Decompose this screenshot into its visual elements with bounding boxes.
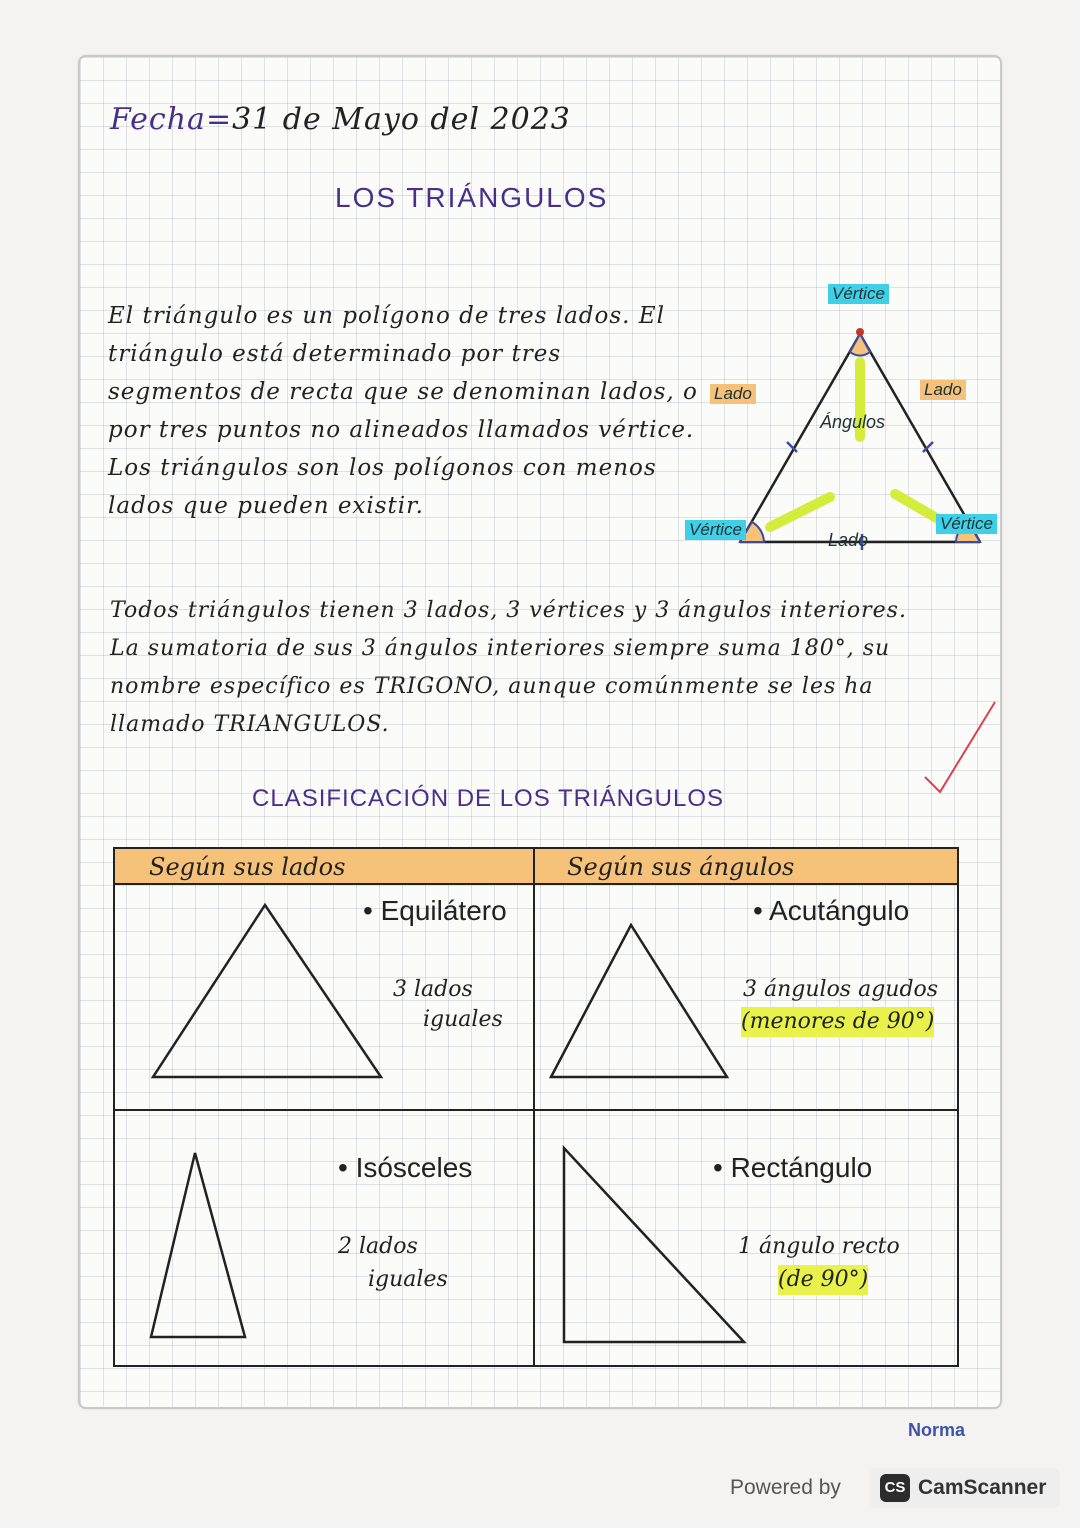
acute-desc-2: (menores de 90°) [741,1007,934,1037]
table-border-bottom [113,1365,959,1367]
page-title: LOS TRIÁNGULOS [335,182,609,213]
acute-desc-1: 3 ángulos agudos [743,977,939,1002]
angle-bisector-left [770,497,830,527]
isosceles-triangle [143,1147,263,1347]
norma-logo: Norma [908,1420,966,1440]
teacher-check-mark [920,697,1000,797]
camscanner-badge[interactable] [870,1468,1060,1508]
vertex-top-dot [856,328,864,336]
right-name: • Rectángulo [713,1152,873,1183]
label-left-side: Lado [710,384,756,404]
equilateral-desc-2: iguales [423,1007,503,1032]
right-desc-2: (de 90°) [778,1265,868,1295]
label-left-vertex: Vértice [685,520,746,540]
table-divider-vertical [533,847,535,1367]
classification-table [113,847,959,1367]
isosceles-name: • Isósceles [338,1152,473,1183]
label-bottom-side: Lado [828,530,869,550]
label-right-vertex: Vértice [936,514,997,534]
acute-triangle [543,917,743,1087]
label-right-side: Lado [920,380,966,400]
intro-paragraph: El triángulo es un polígono de tres lados. El triángulo está determinado por tres segmentos de recta que se denominan lados, o por tres puntos no alineados llamados vértice. Los triángulos son los polígonos con menos lados que pueden existir. [108,303,698,519]
equilateral-desc-1: 3 lados [393,977,473,1002]
table-header [113,847,959,885]
notebook-page [78,55,1002,1409]
table-divider-horizontal [113,1109,959,1111]
label-top-vertex: Vértice [828,284,889,304]
classification-title: CLASIFICACIÓN DE LOS TRIÁNGULOS [252,785,724,812]
camscanner-logo-icon: CS [880,1474,910,1502]
date-label: Fecha= [110,102,233,137]
equilateral-name: • Equilátero [363,895,507,926]
header-angles: Según sus ángulos [567,853,795,881]
equilateral-triangle [143,897,393,1087]
isosceles-desc-2: iguales [368,1267,448,1292]
isosceles-desc-1: 2 lados [338,1234,418,1259]
triangle-diagram [680,272,1010,562]
date-value: 31 de Mayo del 2023 [232,102,571,137]
table-border-left [113,847,115,1367]
angle-mark-top [850,334,870,356]
right-desc-1: 1 ángulo recto [738,1234,900,1259]
acute-name: • Acutángulo [753,895,910,926]
camscanner-footer [730,1468,1060,1510]
powered-by-text: Powered by [730,1476,841,1499]
header-sides: Según sus lados [149,853,346,881]
table-border-right [957,847,959,1367]
body-paragraph: Todos triángulos tienen 3 lados, 3 vértices y 3 ángulos interiores. La sumatoria de sus 3 ángulos interiores siempre suma 180°, su nombre específico es TRIGONO, aunque comúnmente se les ha llamado TRIANGULOS. [110,598,907,737]
camscanner-brand: CamScanner [918,1476,1047,1499]
date-line [110,102,571,137]
label-angles: Ángulos [820,412,886,432]
